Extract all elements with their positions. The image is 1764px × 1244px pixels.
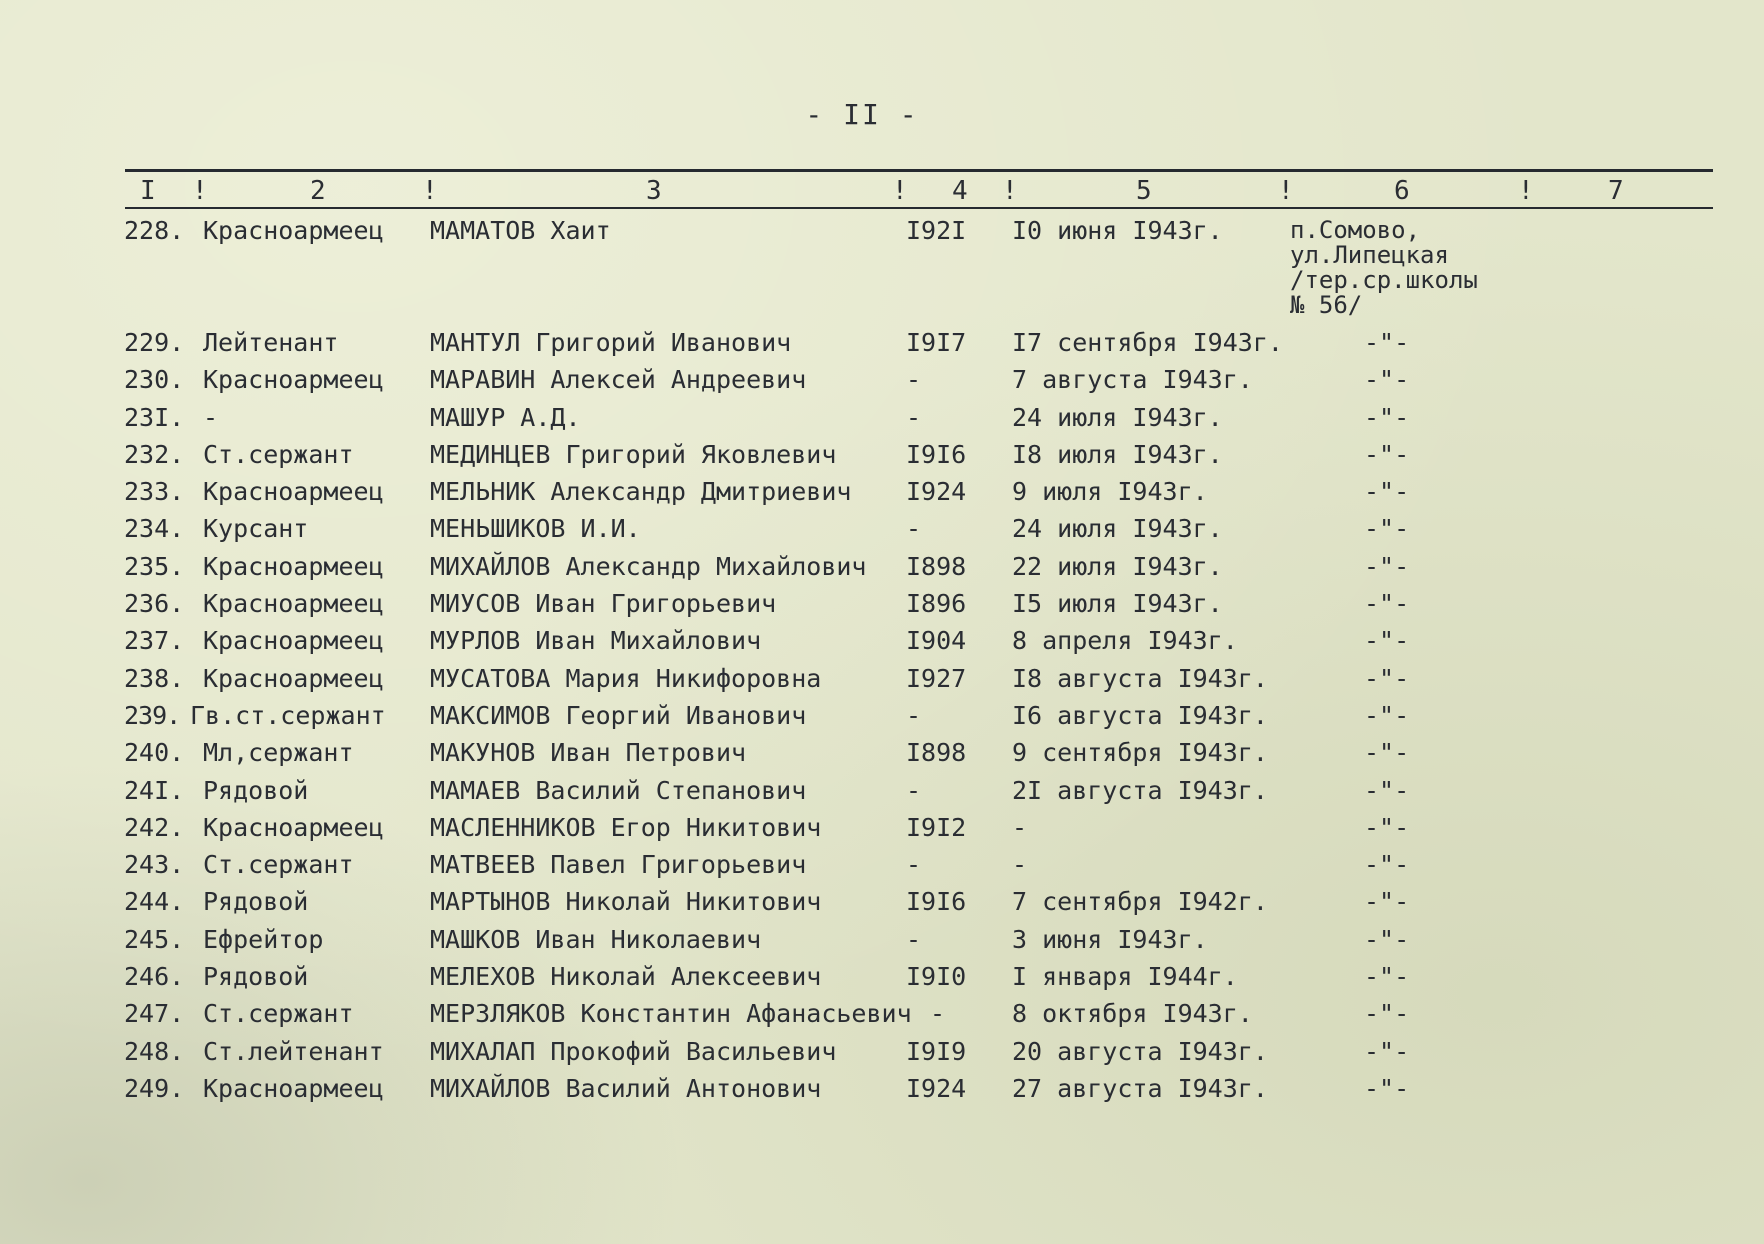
row-date: I8 июля I943г. xyxy=(1012,439,1223,469)
row-date: 24 июля I943г. xyxy=(1012,402,1223,432)
row-number: 236. xyxy=(124,589,185,619)
header-col-1: I xyxy=(140,176,156,206)
row-burial-place: -"- xyxy=(1364,850,1410,880)
row-birth-year: I898 xyxy=(906,551,967,581)
burial-place-line: ул.Липецкая xyxy=(1290,241,1449,269)
row-name: МАТВЕЕВ Павел Григорьевич xyxy=(430,850,807,880)
row-name: МИХАЛАП Прокофий Васильевич xyxy=(430,1036,837,1066)
row-date: 3 июня I943г. xyxy=(1012,924,1208,954)
row-birth-year: I9I0 xyxy=(906,962,967,992)
header-col-5: 5 xyxy=(1136,176,1152,206)
row-date: I7 сентября I943г. xyxy=(1012,328,1283,357)
row-birth-year: - xyxy=(906,514,922,544)
table-header-rule xyxy=(125,207,1713,209)
row-burial-place: -"- xyxy=(1364,663,1410,693)
row-date: 9 июля I943г. xyxy=(1012,477,1208,507)
header-col-3: 3 xyxy=(646,176,662,206)
row-name: МАМАЕВ Василий Степанович xyxy=(430,775,807,805)
row-birth-year: I9I9 xyxy=(906,1036,967,1066)
row-burial-place: -"- xyxy=(1364,514,1410,544)
row-number: 228. xyxy=(124,216,185,245)
row-rank: Рядовой xyxy=(203,887,309,917)
row-number: 237. xyxy=(124,626,185,656)
table-row xyxy=(0,1070,1764,1107)
row-number: 249. xyxy=(124,1073,185,1103)
burial-place-line: /тер.ср.школы xyxy=(1290,266,1478,294)
row-date: 22 июля I943г. xyxy=(1012,551,1223,581)
row-name: МУРЛОВ Иван Михайлович xyxy=(430,626,762,656)
row-name: МЕДИНЦЕВ Григорий Яковлевич xyxy=(430,439,837,469)
row-number: 240. xyxy=(124,738,185,768)
row-burial-place: -"- xyxy=(1364,887,1410,917)
row-birth-year: I9I6 xyxy=(906,887,967,917)
table-row xyxy=(0,921,1764,958)
row-birth-year: - xyxy=(906,924,922,954)
row-number: 242. xyxy=(124,812,185,842)
row-name: МУСАТОВА Мария Никифоровна xyxy=(430,663,822,693)
row-number: 235. xyxy=(124,551,185,581)
table-row xyxy=(0,436,1764,473)
row-name: МИХАЙЛОВ Василий Антонович xyxy=(430,1073,822,1103)
row-rank: Гв.ст.сержант xyxy=(190,700,386,730)
table-row xyxy=(0,548,1764,585)
row-birth-year: - xyxy=(906,402,922,432)
row-rank: Красноармеец xyxy=(203,477,384,507)
row-rank: - xyxy=(203,402,219,432)
row-date: 7 августа I943г. xyxy=(1012,365,1253,395)
table-row xyxy=(0,361,1764,398)
table-row xyxy=(0,809,1764,846)
table-body xyxy=(0,212,1764,1107)
row-birth-year: - xyxy=(930,999,946,1029)
row-rank: Мл,сержант xyxy=(203,738,354,768)
table-row xyxy=(0,995,1764,1032)
row-number: 245. xyxy=(124,924,185,954)
row-rank: Ефрейтор xyxy=(203,924,324,954)
table-row xyxy=(0,622,1764,659)
row-burial-place: -"- xyxy=(1364,738,1410,768)
row-name: МАРАВИН Алексей Андреевич xyxy=(430,365,807,395)
row-birth-year: I904 xyxy=(906,626,967,656)
row-burial-place: -"- xyxy=(1364,1073,1410,1103)
row-burial-place: -"- xyxy=(1364,812,1410,842)
row-name: МЕНЬШИКОВ И.И. xyxy=(430,514,641,544)
row-burial-place: -"- xyxy=(1364,775,1410,805)
row-burial-place: -"- xyxy=(1364,999,1410,1029)
row-rank: Красноармеец xyxy=(203,812,384,842)
burial-place-line: № 56/ xyxy=(1290,291,1363,319)
row-burial-place: -"- xyxy=(1364,439,1410,469)
row-number: 248. xyxy=(124,1036,185,1066)
row-number: 244. xyxy=(124,887,185,917)
row-rank: Рядовой xyxy=(203,962,309,992)
row-rank: Красноармеец xyxy=(203,663,384,693)
row-birth-year: - xyxy=(906,850,922,880)
row-rank: Красноармеец xyxy=(203,589,384,619)
row-rank: Ст.лейтенант xyxy=(203,1036,384,1066)
row-rank: Красноармеец xyxy=(203,551,384,581)
row-rank: Красноармеец xyxy=(203,365,384,395)
row-name: МАСЛЕННИКОВ Егор Никитович xyxy=(430,812,822,842)
row-name: МАШУР А.Д. xyxy=(430,402,581,432)
row-name: МАРТЫНОВ Николай Никитович xyxy=(430,887,822,917)
row-date: - xyxy=(1012,850,1028,880)
row-birth-year: - xyxy=(906,365,922,395)
row-burial-place: -"- xyxy=(1364,962,1410,992)
table-top-rule xyxy=(125,169,1713,172)
row-number: 230. xyxy=(124,365,185,395)
row-rank: Ст.сержант xyxy=(203,439,354,469)
header-col-6: 6 xyxy=(1394,176,1410,206)
row-number: 238. xyxy=(124,663,185,693)
row-birth-year: I896 xyxy=(906,589,967,619)
row-name: МАМАТОВ Хаит xyxy=(430,216,611,245)
row-burial-place: -"- xyxy=(1364,551,1410,581)
header-col-2: 2 xyxy=(310,176,326,206)
row-date: 20 августа I943г. xyxy=(1012,1036,1268,1066)
row-burial-place: -"- xyxy=(1364,626,1410,656)
row-birth-year: I92I xyxy=(906,216,967,245)
row-name: МАКСИМОВ Георгий Иванович xyxy=(430,700,807,730)
table-row xyxy=(0,734,1764,771)
header-col-7: 7 xyxy=(1608,176,1624,206)
table-row xyxy=(0,772,1764,809)
row-date: I января I944г. xyxy=(1012,962,1238,992)
table-row xyxy=(0,883,1764,920)
table-row xyxy=(0,958,1764,995)
row-burial-place xyxy=(1290,212,1478,318)
row-number: 232. xyxy=(124,439,185,469)
table-row xyxy=(0,697,1764,734)
row-burial-place: -"- xyxy=(1364,1036,1410,1066)
row-number: 233. xyxy=(124,477,185,507)
header-separator: ! xyxy=(892,176,908,206)
row-date: 2I августа I943г. xyxy=(1012,775,1268,805)
row-date: 8 апреля I943г. xyxy=(1012,626,1238,656)
table-row xyxy=(0,1033,1764,1070)
row-rank: Лейтенант xyxy=(203,328,339,357)
header-separator: ! xyxy=(422,176,438,206)
row-number: 243. xyxy=(124,850,185,880)
row-name: МАШКОВ Иван Николаевич xyxy=(430,924,762,954)
header-separator: ! xyxy=(1278,176,1294,206)
header-separator: ! xyxy=(1002,176,1018,206)
row-number: 229. xyxy=(124,328,185,357)
row-number: 246. xyxy=(124,962,185,992)
row-number: 24I. xyxy=(124,775,185,805)
row-date: 8 октября I943г. xyxy=(1012,999,1253,1029)
table-row xyxy=(0,212,1764,324)
row-rank: Рядовой xyxy=(203,775,309,805)
row-birth-year: I924 xyxy=(906,477,967,507)
row-number: 247. xyxy=(124,999,185,1029)
row-name: МАКУНОВ Иван Петрович xyxy=(430,738,747,768)
table-row xyxy=(0,510,1764,547)
page-number: - II - xyxy=(805,98,919,131)
row-burial-place: -"- xyxy=(1364,328,1410,357)
row-burial-place: -"- xyxy=(1364,924,1410,954)
row-date: I5 июля I943г. xyxy=(1012,589,1223,619)
row-burial-place: -"- xyxy=(1364,402,1410,432)
row-birth-year: - xyxy=(906,775,922,805)
row-name: МАНТУЛ Григорий Иванович xyxy=(430,328,792,357)
row-birth-year: I924 xyxy=(906,1073,967,1103)
header-col-4: 4 xyxy=(952,176,968,206)
burial-place-line: п.Сомово, xyxy=(1290,216,1421,244)
row-number: 23I. xyxy=(124,402,185,432)
row-name: МЕЛЕХОВ Николай Алексеевич xyxy=(430,962,822,992)
row-date: 9 сентября I943г. xyxy=(1012,738,1268,768)
row-date: 24 июля I943г. xyxy=(1012,514,1223,544)
row-rank: Ст.сержант xyxy=(203,999,354,1029)
table-row xyxy=(0,585,1764,622)
row-date: 27 августа I943г. xyxy=(1012,1073,1268,1103)
row-rank: Красноармеец xyxy=(203,626,384,656)
row-name: МИУСОВ Иван Григорьевич xyxy=(430,589,777,619)
row-rank: Красноармеец xyxy=(203,216,384,245)
table-row xyxy=(0,399,1764,436)
row-date: I8 августа I943г. xyxy=(1012,663,1268,693)
row-rank: Ст.сержант xyxy=(203,850,354,880)
row-burial-place: -"- xyxy=(1364,700,1410,730)
row-date: 7 сентября I942г. xyxy=(1012,887,1268,917)
table-row xyxy=(0,324,1764,361)
row-rank: Красноармеец xyxy=(203,1073,384,1103)
row-burial-place: -"- xyxy=(1364,365,1410,395)
header-separator: ! xyxy=(1518,176,1534,206)
row-number: 239. xyxy=(124,700,181,730)
table-row xyxy=(0,660,1764,697)
row-name: МИХАЙЛОВ Александр Михайлович xyxy=(430,551,867,581)
row-birth-year: I9I2 xyxy=(906,812,967,842)
header-separator: ! xyxy=(192,176,208,206)
row-name: МЕРЗЛЯКОВ Константин Афанасьевич xyxy=(430,999,912,1029)
table-row xyxy=(0,846,1764,883)
row-date: I0 июня I943г. xyxy=(1012,216,1223,245)
table-row xyxy=(0,473,1764,510)
row-rank: Курсант xyxy=(203,514,309,544)
row-birth-year: I9I7 xyxy=(906,328,967,357)
row-date: I6 августа I943г. xyxy=(1012,700,1268,730)
row-burial-place: -"- xyxy=(1364,589,1410,619)
row-birth-year: I9I6 xyxy=(906,439,967,469)
row-name: МЕЛЬНИК Александр Дмитриевич xyxy=(430,477,852,507)
row-birth-year: I898 xyxy=(906,738,967,768)
row-number: 234. xyxy=(124,514,185,544)
row-birth-year: - xyxy=(906,700,922,730)
row-birth-year: I927 xyxy=(906,663,967,693)
row-burial-place: -"- xyxy=(1364,477,1410,507)
row-date: - xyxy=(1012,812,1028,842)
